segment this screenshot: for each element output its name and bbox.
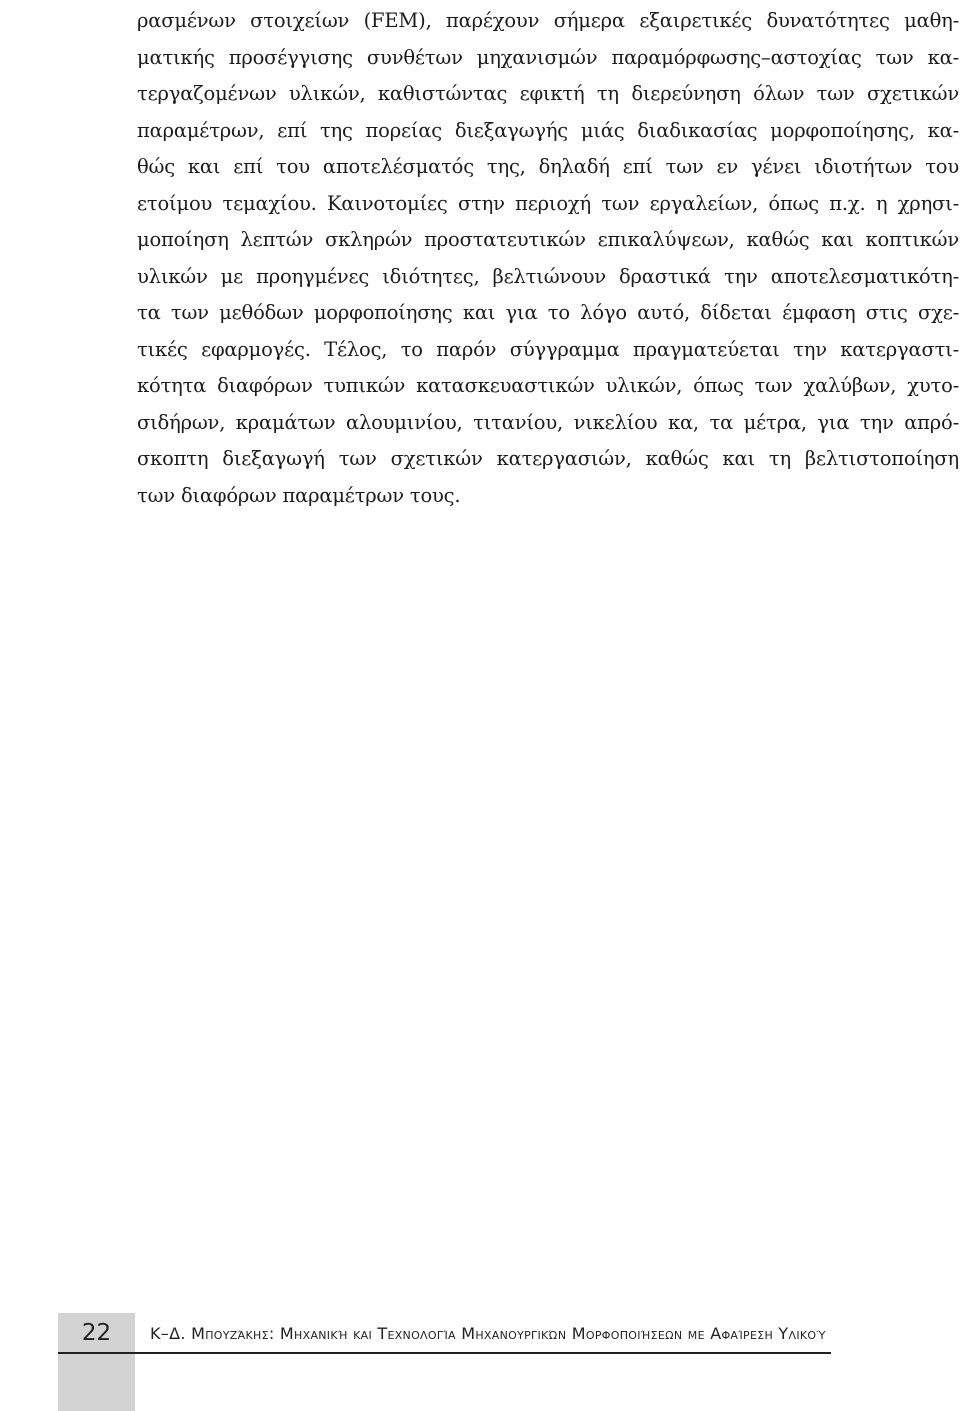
paragraph-line: σιδήρων, κραμάτων αλουμινίου, τιτανίου, νικελίου κα, τα μέτρα, για την απρό- — [137, 410, 959, 434]
body-paragraph — [137, 3, 959, 514]
paragraph-line: ματικής προσέγγισης συνθέτων μηχανισμών παραμόρφωσης–αστοχίας των κα- — [137, 45, 959, 69]
paragraph-line: ρασμένων στοιχείων (FEM), παρέχουν σήμερα εξαιρετικές δυνατότητες μαθη- — [137, 9, 959, 32]
paragraph-line: των διαφόρων παραμέτρων τους. — [137, 483, 461, 507]
running-header: Κ–Δ. Μπουζάκης: Μηχανική και Τεχνολογία Μηχανουργικών Μορφοποιήσεων με Αφαίρεση Υλικού — [150, 1324, 826, 1343]
paragraph-line: τεργαζομένων υλικών, καθιστώντας εφικτή τη διερεύνηση όλων των σχετικών — [137, 82, 959, 105]
footer-divider — [58, 1352, 831, 1354]
paragraph-line: σκοπτη διεξαγωγή των σχετικών κατεργασιών, καθώς και τη βελτιστοποίηση — [137, 447, 959, 470]
paragraph-line: μοποίηση λεπτών σκληρών προστατευτικών επικαλύψεων, καθώς και κοπτικών — [137, 228, 959, 251]
paragraph-line: κότητα διαφόρων τυπικών κατασκευαστικών υλικών, όπως των χαλύβων, χυτο- — [137, 374, 959, 397]
paragraph-line: υλικών με προηγμένες ιδιότητες, βελτιώνουν δραστικά την αποτελεσματικότη- — [137, 264, 959, 288]
paragraph-line: ετοίμου τεμαχίου. Καινοτομίες στην περιοχή των εργαλείων, όπως π.χ. η χρησι- — [137, 191, 959, 215]
paragraph-line: θώς και επί του αποτελέσματός της, δηλαδή επί των εν γένει ιδιοτήτων του — [137, 155, 959, 178]
paragraph-line: τα των μεθόδων μορφοποίησης και για το λόγο αυτό, δίδεται έμφαση στις σχε- — [137, 301, 959, 324]
paragraph-line: παραμέτρων, επί της πορείας διεξαγωγής μιάς διαδικασίας μορφοποίησης, κα- — [137, 118, 959, 142]
page-number: 22 — [81, 1320, 112, 1346]
paragraph-line: τικές εφαρμογές. Τέλος, το παρόν σύγγραμμα πραγματεύεται την κατεργαστι- — [137, 337, 959, 361]
